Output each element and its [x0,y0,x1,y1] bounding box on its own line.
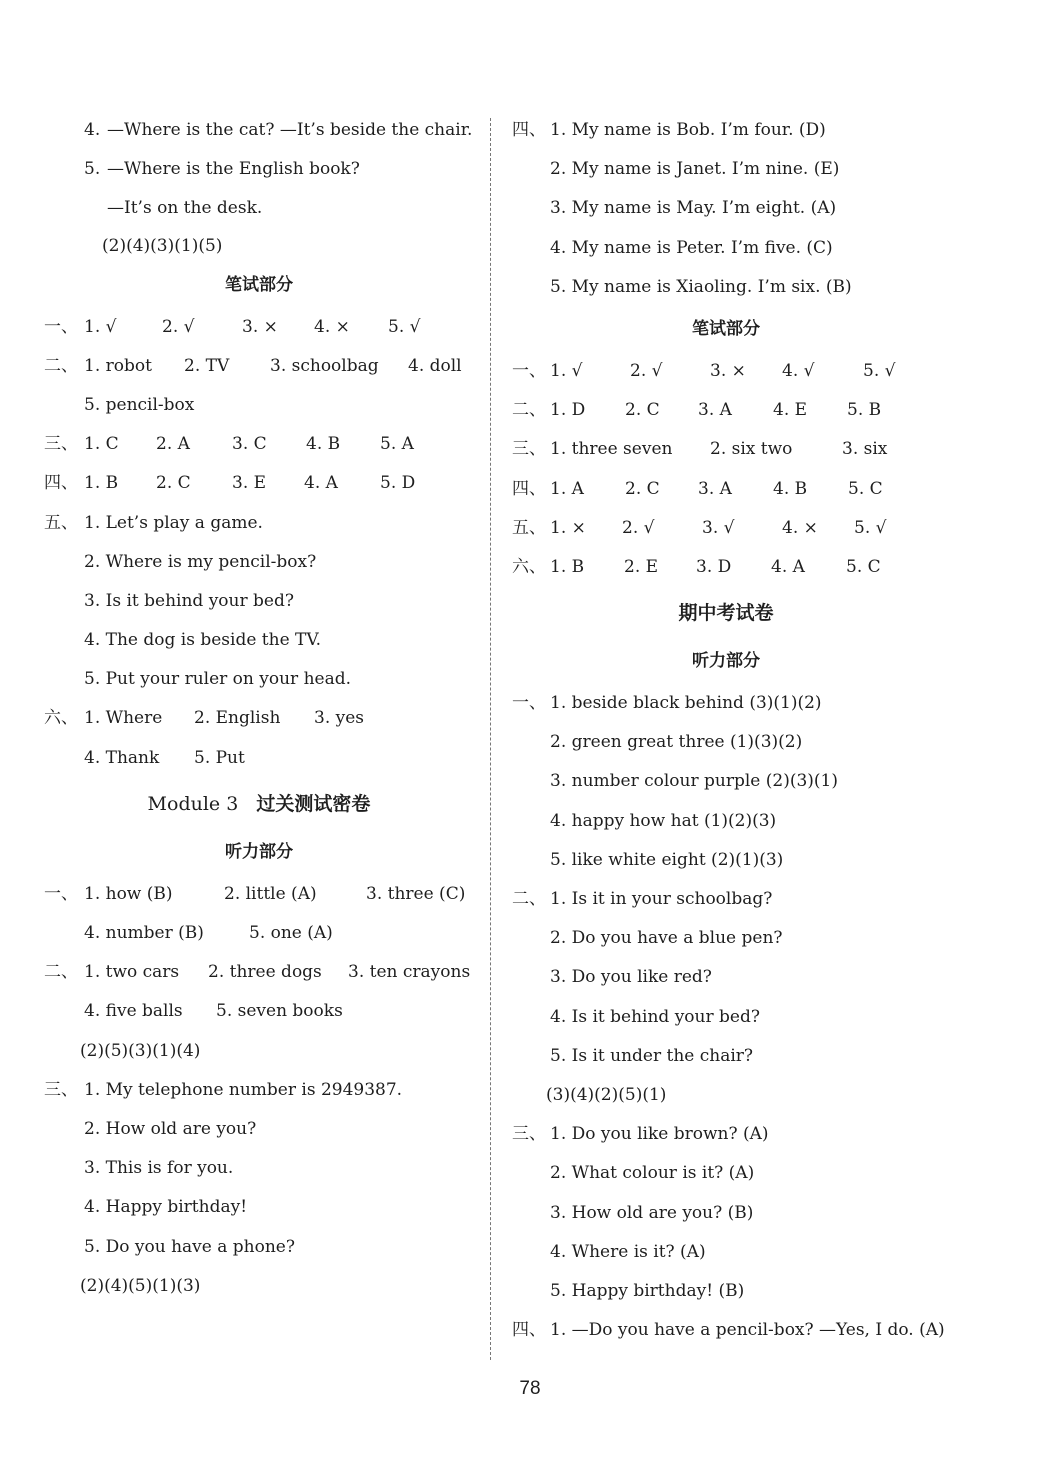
answer-row: 五、 1. Let’s play a game. [44,512,263,533]
answer-row: 一、 1. how (B) 2. little (A) 3. three (C) [44,883,466,904]
answer-row: 3. My name is May. I’m eight. (A) [550,198,837,219]
answer-row: 2. Do you have a blue pen? [550,928,783,949]
section-heading: 笔试部分 [692,318,760,339]
answer-row: 4. The dog is beside the TV. [84,630,322,651]
answer-row: 3. This is for you. [84,1158,234,1179]
answer-row: 2. My name is Janet. I’m nine. (E) [550,159,840,180]
right-column [512,111,957,1350]
answer-row: 六、 1. Where 2. English 3. yes [44,708,365,729]
answer-row: 4. My name is Peter. I’m five. (C) [550,237,833,258]
answer-row: 六、 1. B 2. E 3. D 4. A 5. C [512,556,881,577]
order-line: (2)(4)(5)(1)(3) [80,1275,201,1296]
answer-row: 5. pencil-box [84,394,195,415]
exam-title: 期中考试卷 [678,602,774,625]
left-column [44,111,484,1306]
answer-row: 4. number (B) 5. one (A) [84,923,333,943]
answer-row: 二、 1. two cars 2. three dogs 3. ten crayons [44,962,471,983]
page-number: 78 [519,1378,541,1399]
answer-row: 3. Is it behind your bed? [84,590,294,611]
answer-line: 5. —Where is the English book? [84,159,360,180]
answer-row: 3. Do you like red? [550,967,712,988]
answer-row: 4. five balls 5. seven books [84,1001,343,1022]
answer-row: 5. like white eight (2)(1)(3) [550,849,784,870]
answer-row: 四、 1. —Do you have a pencil-box? —Yes, I do. (A) [512,1320,945,1341]
answer-row: 2. What colour is it? (A) [550,1163,755,1184]
order-line: (3)(4)(2)(5)(1) [546,1084,667,1105]
module-title: Module 3 过关测试密卷 [147,792,371,815]
order-line: (2)(5)(3)(1)(4) [80,1040,201,1061]
answer-row: 4. Where is it? (A) [550,1241,706,1262]
section-heading: 笔试部分 [225,274,293,295]
answer-row: 5. Happy birthday! (B) [550,1280,745,1301]
answer-row: 二、 1. D 2. C 3. A 4. E 5. B [512,400,882,421]
answer-row: 三、 1. C 2. A 3. C 4. B 5. A [44,434,414,455]
answer-line: 4. —Where is the cat? —It’s beside the chair. [84,120,473,140]
answer-row: 5. My name is Xiaoling. I’m six. (B) [550,276,852,297]
answer-row: 4. happy how hat (1)(2)(3) [550,810,777,831]
answer-row: 5. Do you have a phone? [84,1236,295,1257]
answer-row: 四、 1. My name is Bob. I’m four. (D) [512,120,826,140]
answer-row: 4. Thank 5. Put [84,747,245,768]
answer-row: 四、 1. B 2. C 3. E 4. A 5. D [44,473,416,494]
answer-row: 5. Put your ruler on your head. [84,669,352,690]
answer-row: 四、 1. A 2. C 3. A 4. B 5. C [512,478,883,499]
answer-row: 一、 1. beside black behind (3)(1)(2) [512,693,822,714]
column-divider [490,118,491,1360]
answer-row: 二、 1. Is it in your schoolbag? [512,889,773,909]
answer-row: 3. number colour purple (2)(3)(1) [550,771,839,792]
answer-row: 3. How old are you? (B) [550,1202,754,1223]
answer-row: 三、 1. My telephone number is 2949387. [44,1079,403,1100]
answer-row: 二、 1. robot 2. TV 3. schoolbag 4. doll [44,355,462,376]
answer-row: 4. Happy birthday! [84,1197,248,1218]
answer-row: 2. Where is my pencil-box? [84,551,317,572]
answer-row: 三、 1. Do you like brown? (A) [512,1124,769,1145]
answer-row: 2. How old are you? [84,1118,257,1139]
answer-row: 5. Is it under the chair? [550,1045,754,1066]
section-heading: 听力部分 [225,841,293,862]
order-line: (2)(4)(3)(1)(5) [102,235,223,256]
section-heading: 听力部分 [692,651,760,672]
answer-row: 一、 1. √ 2. √ 3. × 4. × 5. √ [44,316,421,337]
answer-row: 三、 1. three seven 2. six two 3. six [512,439,888,460]
answer-row: 4. Is it behind your bed? [550,1006,760,1027]
answer-row: 五、 1. × 2. √ 3. √ 4. × 5. √ [512,517,887,538]
answer-row: 一、 1. √ 2. √ 3. × 4. √ 5. √ [512,360,896,381]
answer-row: 2. green great three (1)(3)(2) [550,732,803,753]
answer-line: —It’s on the desk. [107,198,263,219]
